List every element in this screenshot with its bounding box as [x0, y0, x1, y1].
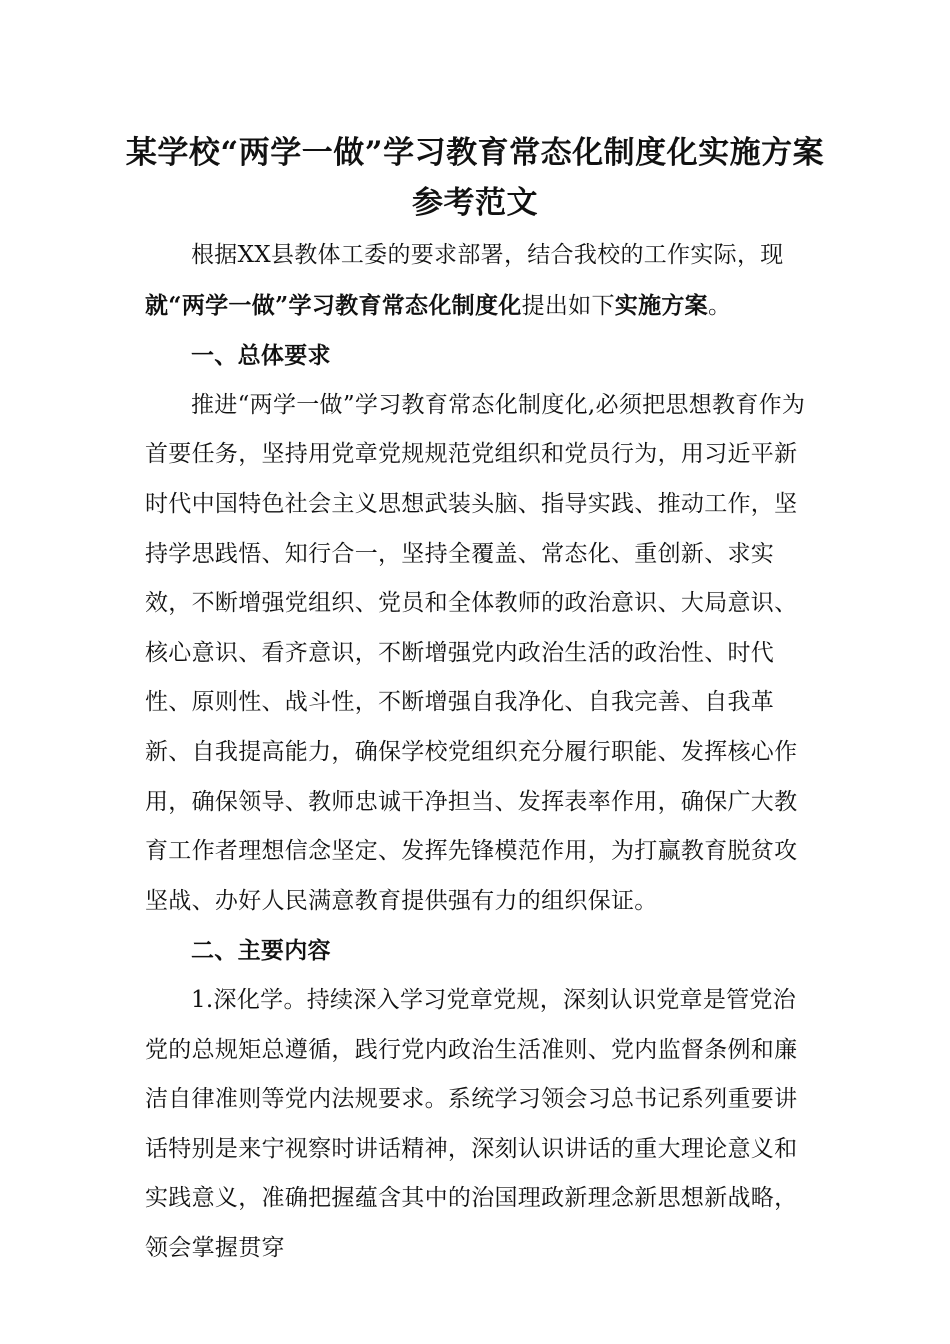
section2-heading: 二、主要内容 — [191, 937, 331, 965]
document-body — [145, 231, 815, 1273]
document-title-line1: 某学校“两学一做”学习教育常态化制度化实施方案 — [125, 135, 825, 171]
intro-bold-plan: 实施方案 — [614, 291, 708, 319]
intro-text-1: 根据XX县教体工委的要求部署，结合我校的工作实际，现 — [191, 242, 784, 268]
intro-bold-subject: 就“两学一做”学习教育常态化制度化 — [145, 291, 522, 319]
document-title-line2: 参考范文 — [412, 185, 538, 221]
intro-text-3: 。 — [707, 292, 732, 319]
intro-text-2: 提出如下 — [521, 292, 615, 319]
intro-paragraph — [145, 231, 815, 331]
section2-item1-paragraph: 1.深化学。持续深入学习党章党规，深刻认识党章是管党治党的总规矩总遵循，践行党内政治生活准则、党内监督条例和廉洁自律准则等党内法规要求。系统学习领会习总书记系列重要讲话特别是来宁视察时讲话精神，深刻认识讲话的重大理论意义和实践意义，准确把握蕴含其中的治国理政新理念新思想新战略，领会掌握贯穿 — [145, 986, 798, 1261]
section1-paragraph: 推进“两学一做”学习教育常态化制度化,必须把思想教育作为首要任务，坚持用党章党规规范党组织和党员行为，用习近平新时代中国特色社会主义思想武装头脑、指导实践、推动工作，坚持学思践悟、知行合一，坚持全覆盖、常态化、重创新、求实效，不断增强党组织、党员和全体教师的政治意识、大局意识、核心意识、看齐意识，不断增强党内政治生活的政治性、时代性、原则性、战斗性，不断增强自我净化、自我完善、自我革新、自我提高能力，确保学校党组织充分履行职能、发挥核心作用，确保领导、教师忠诚干净担当、发挥表率作用，确保广大教育工作者理想信念坚定、发挥先锋模范作用，为打赢教育脱贫攻坚战、办好人民满意教育提供强有力的组织保证。 — [145, 391, 806, 914]
section1-heading: 一、总体要求 — [191, 342, 331, 370]
